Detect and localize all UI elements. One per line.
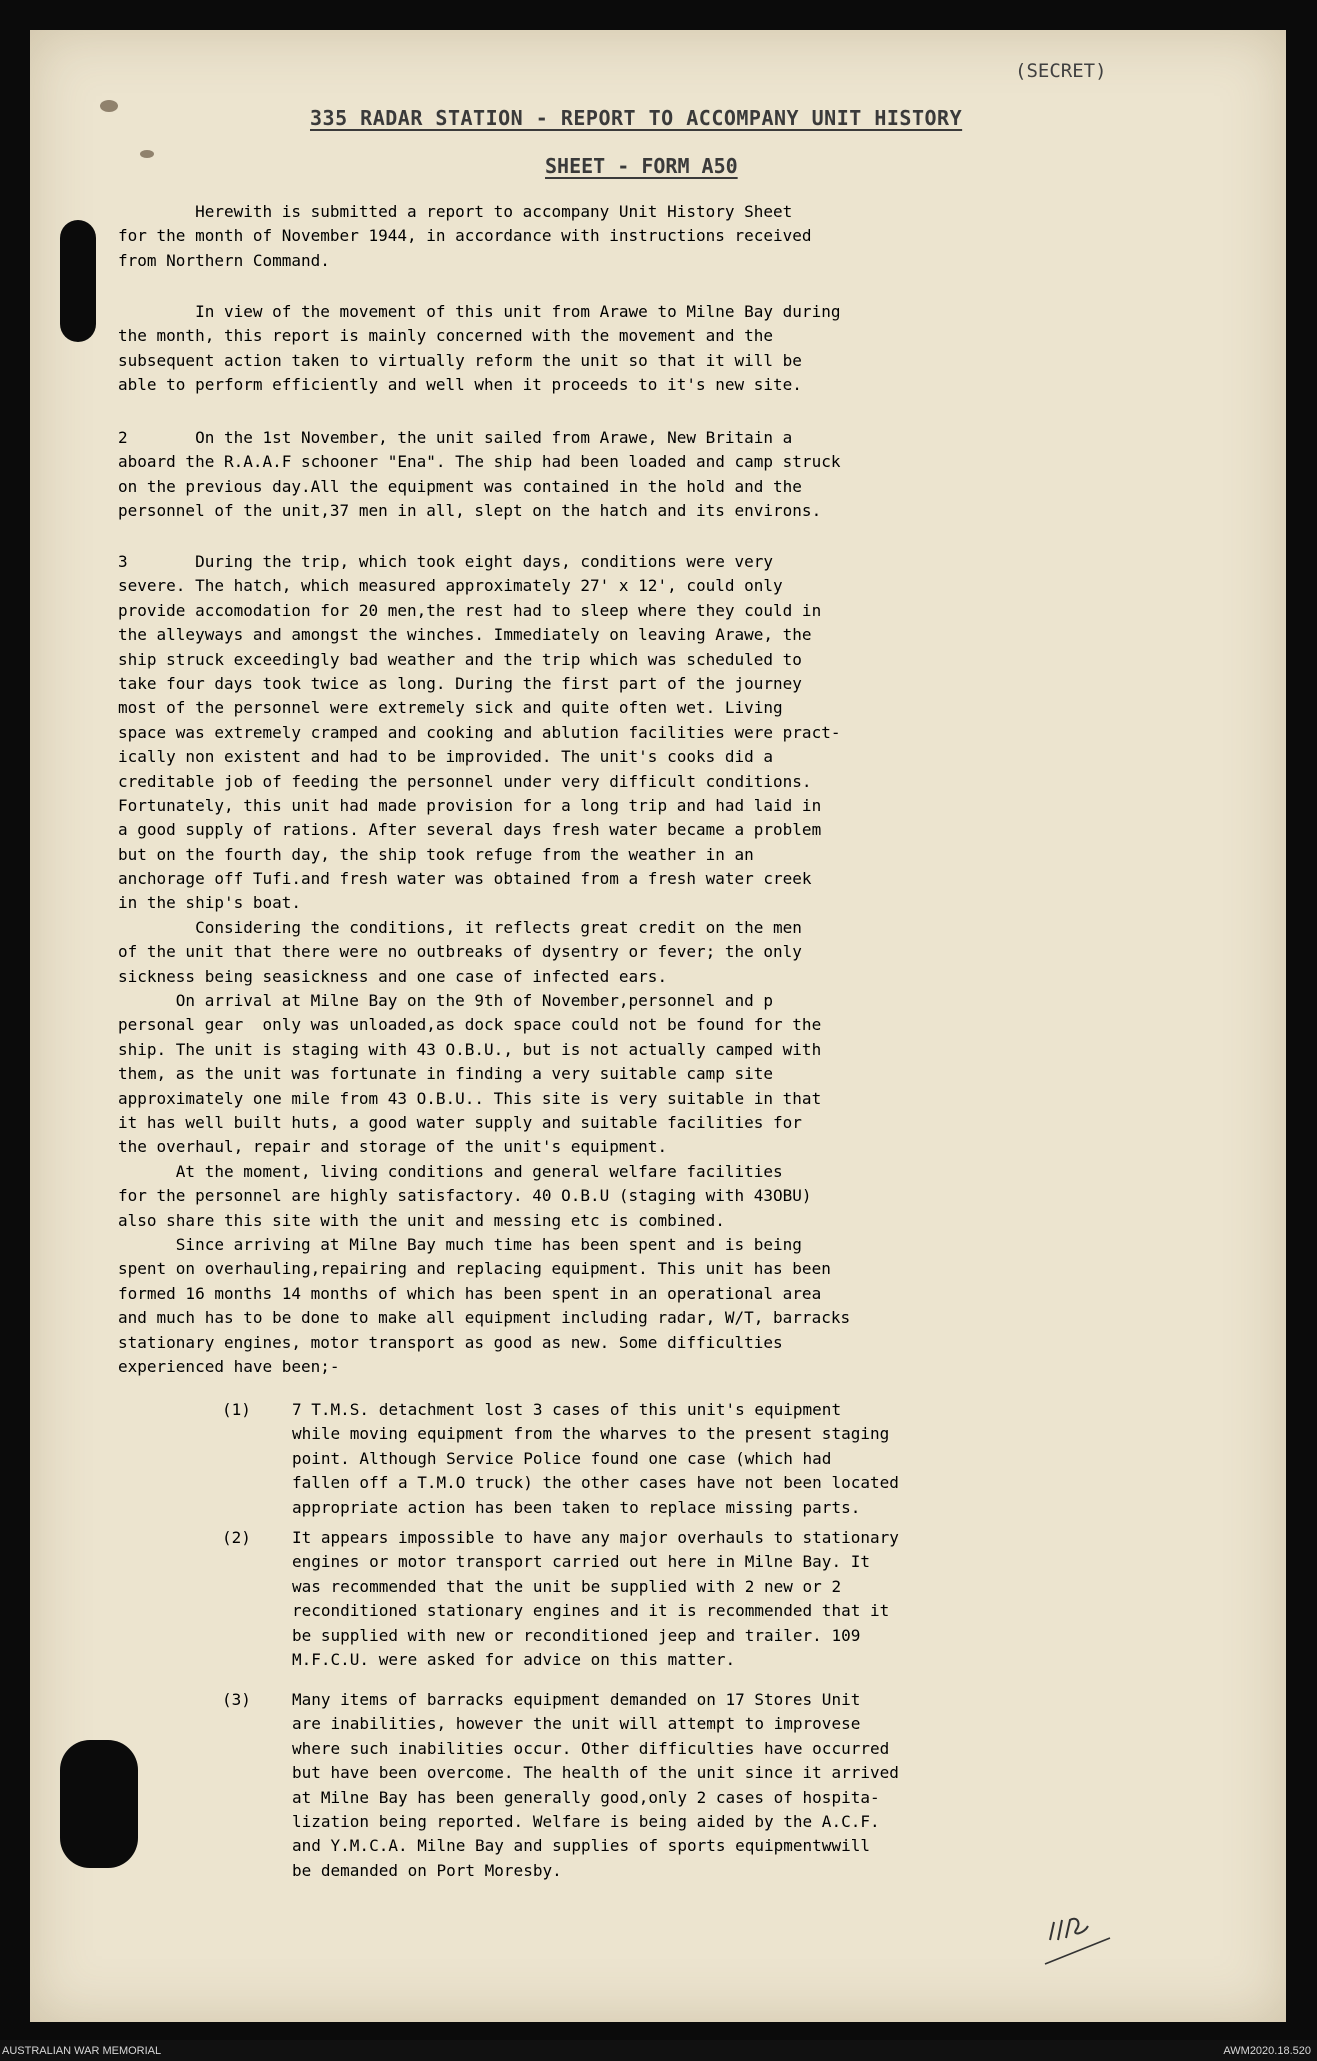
text-line: reconditioned stationary engines and it is recommended that it [292,1601,890,1621]
punch-hole-bottom [60,1740,138,1868]
paragraph-intro [118,202,1238,275]
text-line: On arrival at Milne Bay on the 9th of November,personnel and p [118,991,774,1011]
text-line: anchorage off Tufi.and fresh water was obtained from a fresh water creek [118,869,812,889]
text-line: for the personnel are highly satisfactory. 40 O.B.U (staging with 43OBU) [118,1186,812,1206]
ink-smudge [140,150,154,158]
text-line: it has well built huts, a good water supply and suitable facilities for [118,1112,802,1132]
text-line: from Northern Command. [118,250,330,270]
list-item [292,1528,1232,1674]
text-line: 3 During the trip, which took eight days, conditions were very [118,552,774,571]
list-item-number: (2) [222,1528,251,1547]
text-line: Many items of barracks equipment demanded on 17 Stores Unit [292,1690,861,1709]
text-line: personal gear only was unloaded,as dock space could not be found for the [118,1015,822,1035]
footer-accession-number: AWM2020.18.520 [1223,2045,1311,2057]
text-line: creditable job of feeding the personnel under very difficult conditions. [118,771,812,791]
text-line: but have been overcome. The health of the unit since it arrived [292,1763,899,1783]
text-line: be supplied with new or reconditioned jeep and trailer. 109 [292,1625,861,1645]
text-line: Herewith is submitted a report to accompany Unit History Sheet [118,202,793,221]
text-line: the overhaul, repair and storage of the unit's equipment. [118,1137,668,1157]
footer-institution: AUSTRALIAN WAR MEMORIAL [2,2045,162,2057]
paragraph-p1 [118,302,1238,400]
text-line: take four days took twice as long. During the first part of the journey [118,673,802,693]
text-line: In view of the movement of this unit from Arawe to Milne Bay during [118,302,841,321]
text-line: be demanded on Port Moresby. [292,1860,562,1880]
text-line: while moving equipment from the wharves to the present staging [292,1424,890,1444]
list-item-number: (1) [222,1400,251,1419]
document-subtitle: SHEET - FORM A50 [545,154,738,178]
paragraph-p3 [118,552,1238,1381]
text-line: experienced have been;- [118,1356,340,1376]
text-line: 2 On the 1st November, the unit sailed from Arawe, New Britain a [118,428,793,447]
list-item-number: (3) [222,1690,251,1709]
text-line: but on the fourth day, the ship took refuge from the weather in an [118,844,754,864]
text-line: Considering the conditions, it reflects great credit on the men [118,917,802,937]
text-line: stationary engines, motor transport as good as new. Some difficulties [118,1332,783,1352]
text-line: M.F.C.U. were asked for advice on this matter. [292,1649,736,1669]
text-line: are inabilities, however the unit will attempt to improvese [292,1714,861,1734]
text-line: appropriate action has been taken to replace missing parts. [292,1497,861,1517]
text-line: most of the personnel were extremely sick and quite often wet. Living [118,698,783,718]
text-line: fallen off a T.M.O truck) the other cases have not been located [292,1473,899,1493]
text-line: ship. The unit is staging with 43 O.B.U., but is not actually camped with [118,1039,822,1059]
document-title: 335 RADAR STATION - REPORT TO ACCOMPANY UNIT HISTORY [310,106,963,130]
text-line: approximately one mile from 43 O.B.U.. This site is very suitable in that [118,1088,822,1108]
text-line: the alleyways and amongst the winches. Immediately on leaving Arawe, the [118,625,812,645]
text-line: point. Although Service Police found one case (which had [292,1448,832,1468]
text-line: Fortunately, this unit had made provision for a long trip and had laid in [118,795,822,815]
text-line: 7 T.M.S. detachment lost 3 cases of this unit's equipment [292,1400,842,1419]
text-line: spent on overhauling,repairing and replacing equipment. This unit has been [118,1259,831,1279]
punch-hole-top [60,220,96,342]
text-line: of the unit that there were no outbreaks of dysentry or fever; the only [118,942,802,962]
text-line: ship struck exceedingly bad weather and the trip which was scheduled to [118,649,802,669]
text-line: personnel of the unit,37 men in all, slept on the hatch and its environs. [118,501,822,521]
handwritten-initials [1040,1912,1160,1972]
text-line: space was extremely cramped and cooking and ablution facilities were pract- [118,722,841,742]
text-line: formed 16 months 14 months of which has been spent in an operational area [118,1283,822,1303]
text-line: subsequent action taken to virtually reform the unit so that it will be [118,350,802,370]
text-line: Since arriving at Milne Bay much time has been spent and is being [118,1234,802,1254]
text-line: was recommended that the unit be supplied with 2 new or 2 [292,1576,842,1596]
text-line: It appears impossible to have any major overhauls to stationary [292,1528,899,1547]
text-line: At the moment, living conditions and general welfare facilities [118,1161,783,1181]
text-line: a good supply of rations. After several days fresh water became a problem [118,820,822,840]
list-item [292,1690,1232,1885]
text-line: and much has to be done to make all equipment including radar, W/T, barracks [118,1308,851,1328]
classification-label: (SECRET) [1015,60,1107,82]
text-line: aboard the R.A.A.F schooner "Ena". The ship had been loaded and camp struck [118,452,841,472]
text-line: severe. The hatch, which measured approximately 27' x 12', could only [118,576,783,596]
paragraph-p2 [118,428,1238,526]
list-item [292,1400,1232,1522]
text-line: ically non existent and had to be improvided. The unit's cooks did a [118,747,774,767]
text-line: able to perform efficiently and well when it proceeds to it's new site. [118,375,802,395]
text-line: on the previous day.All the equipment was contained in the hold and the [118,476,802,496]
text-line: and Y.M.C.A. Milne Bay and supplies of sports equipmentwwill [292,1836,870,1856]
text-line: provide accomodation for 20 men,the rest had to sleep where they could in [118,600,822,620]
text-line: lization being reported. Welfare is being aided by the A.C.F. [292,1811,880,1831]
text-line: for the month of November 1944, in accordance with instructions received [118,226,812,246]
text-line: them, as the unit was fortunate in finding a very suitable camp site [118,1064,774,1084]
text-line: also share this site with the unit and messing etc is combined. [118,1210,725,1230]
text-line: sickness being seasickness and one case of infected ears. [118,966,668,986]
text-line: the month, this report is mainly concerned with the movement and the [118,326,774,346]
text-line: where such inabilities occur. Other difficulties have occurred [292,1738,890,1758]
text-line: in the ship's boat. [118,893,302,913]
text-line: engines or motor transport carried out here in Milne Bay. It [292,1552,870,1572]
ink-smudge [100,100,118,112]
text-line: at Milne Bay has been generally good,only 2 cases of hospita- [292,1787,880,1807]
